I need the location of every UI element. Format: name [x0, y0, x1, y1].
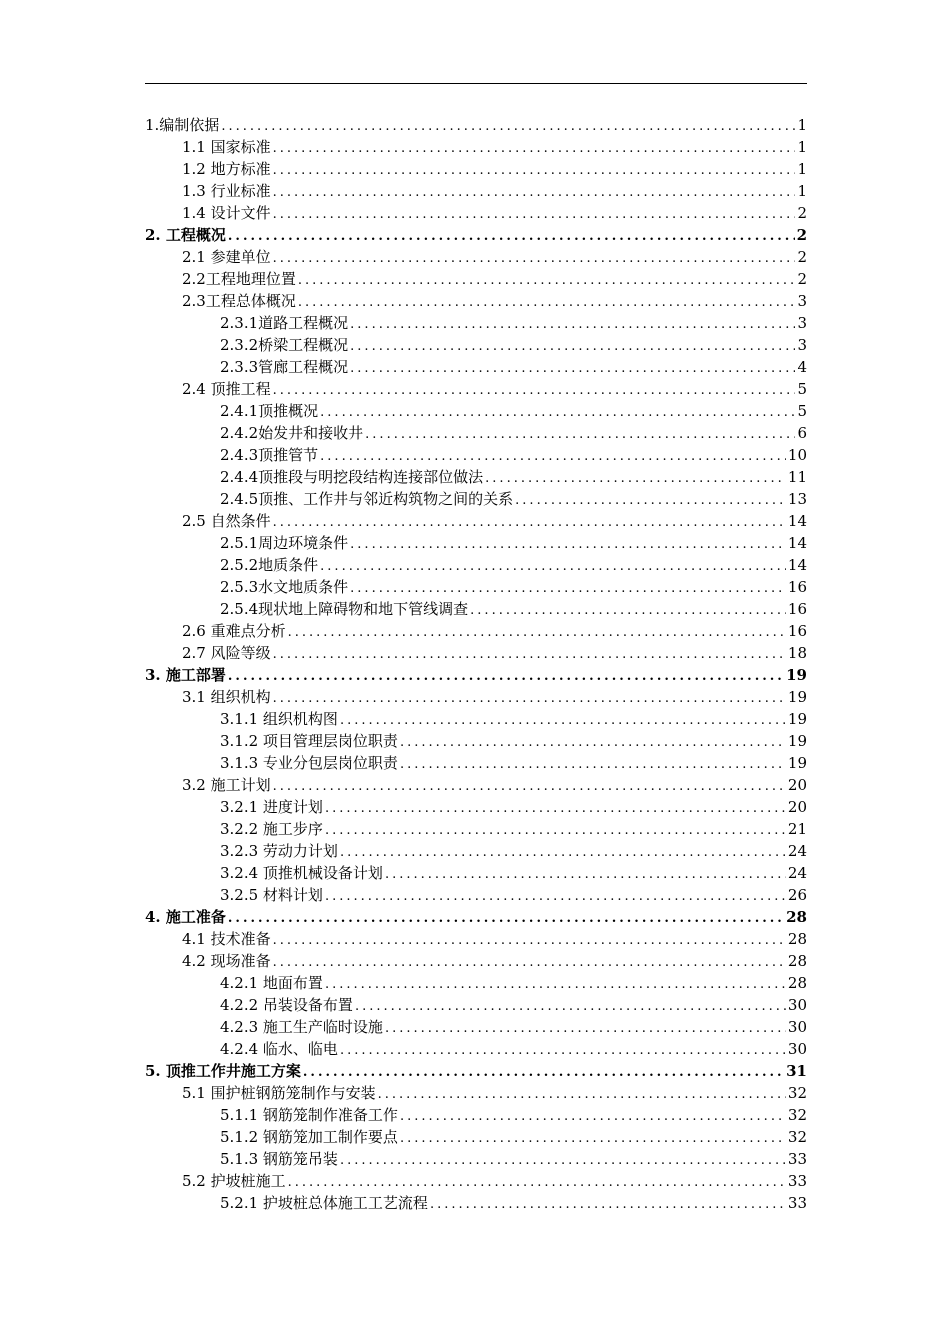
toc-page-number: 32: [787, 1128, 807, 1146]
toc-page-number: 5: [797, 402, 807, 420]
toc-page-number: 6: [797, 424, 807, 442]
toc-page-number: 3: [797, 292, 807, 310]
toc-dot-leader: [273, 952, 786, 972]
toc-entry-title: 3.1 组织机构: [182, 688, 271, 706]
toc-entry[interactable]: [145, 400, 807, 422]
toc-dot-leader: [400, 1106, 786, 1126]
toc-entry[interactable]: [145, 334, 807, 356]
toc-page-number: 14: [787, 512, 807, 530]
toc-dot-leader: [350, 534, 786, 554]
toc-page-number: 4: [797, 358, 807, 376]
toc-page-number: 33: [787, 1172, 807, 1190]
toc-entry[interactable]: [145, 818, 807, 840]
toc-entry[interactable]: [145, 180, 807, 202]
toc-dot-leader: [273, 204, 795, 224]
toc-page-number: 16: [787, 622, 807, 640]
toc-page-number: 28: [786, 908, 807, 926]
toc-dot-leader: [273, 688, 786, 708]
toc-entry[interactable]: [145, 598, 807, 620]
toc-entry[interactable]: [145, 576, 807, 598]
toc-entry-title: 2.4 顶推工程: [182, 380, 271, 398]
toc-entry[interactable]: [145, 1126, 807, 1148]
toc-dot-leader: [350, 336, 795, 356]
toc-entry[interactable]: [145, 532, 807, 554]
toc-dot-leader: [350, 314, 795, 334]
toc-dot-leader: [400, 754, 786, 774]
toc-entry-title: 5.1.2 钢筋笼加工制作要点: [220, 1128, 398, 1146]
toc-page-number: 1: [797, 116, 807, 134]
toc-dot-leader: [320, 402, 795, 422]
toc-entry-title: 4.2.2 吊装设备布置: [220, 996, 353, 1014]
toc-entry[interactable]: [145, 840, 807, 862]
toc-entry-title: 3.2 施工计划: [182, 776, 271, 794]
toc-entry[interactable]: [145, 774, 807, 796]
toc-entry-title: 2.7 风险等级: [182, 644, 271, 662]
toc-entry-title: 2.3.2桥梁工程概况: [220, 336, 349, 354]
header-rule: [145, 83, 807, 84]
toc-page-number: 1: [797, 160, 807, 178]
toc-entry[interactable]: [145, 796, 807, 818]
toc-entry[interactable]: [145, 202, 807, 224]
toc-dot-leader: [340, 710, 786, 730]
toc-entry-title: 4.2.3 施工生产临时设施: [220, 1018, 383, 1036]
toc-page-number: 31: [786, 1062, 807, 1080]
toc-page-number: 18: [787, 644, 807, 662]
toc-entry[interactable]: [145, 1038, 807, 1060]
toc-dot-leader: [273, 512, 786, 532]
toc-page-number: 33: [787, 1150, 807, 1168]
toc-page-number: 1: [797, 182, 807, 200]
toc-page-number: 30: [787, 996, 807, 1014]
toc-entry[interactable]: [145, 1016, 807, 1038]
toc-entry-title: 2.4.1顶推概况: [220, 402, 319, 420]
toc-entry[interactable]: [145, 686, 807, 708]
toc-entry[interactable]: [145, 158, 807, 180]
toc-dot-leader: [273, 160, 795, 180]
toc-entry[interactable]: [145, 1082, 807, 1104]
toc-entry-title: 3.1.3 专业分包层岗位职责: [220, 754, 398, 772]
toc-page-number: 10: [787, 446, 807, 464]
toc-page-number: 32: [787, 1106, 807, 1124]
toc-page-number: 16: [787, 578, 807, 596]
toc-dot-leader: [350, 358, 795, 378]
toc-page-number: 30: [787, 1018, 807, 1036]
toc-entry[interactable]: [145, 554, 807, 576]
toc-page-number: 2: [797, 248, 807, 266]
toc-page-number: 19: [787, 688, 807, 706]
toc-entry-title: 2.2工程地理位置: [182, 270, 296, 288]
toc-dot-leader: [340, 1150, 786, 1170]
toc-page-number: 20: [787, 798, 807, 816]
toc-dot-leader: [325, 886, 786, 906]
toc-dot-leader: [340, 1040, 786, 1060]
toc-entry-title: 3.2.2 施工步序: [220, 820, 323, 838]
toc-entry[interactable]: [145, 1104, 807, 1126]
toc-entry[interactable]: [145, 1170, 807, 1192]
toc-dot-leader: [320, 556, 786, 576]
toc-entry[interactable]: [145, 884, 807, 906]
toc-entry-title: 4.2 现场准备: [182, 952, 271, 970]
toc-entry-title: 5.1.1 钢筋笼制作准备工作: [220, 1106, 398, 1124]
toc-entry-title: 5.2.1 护坡桩总体施工工艺流程: [220, 1194, 428, 1212]
toc-entry[interactable]: [145, 510, 807, 532]
toc-dot-leader: [325, 974, 786, 994]
toc-dot-leader: [273, 248, 795, 268]
toc-entry[interactable]: [145, 950, 807, 972]
toc-page-number: 24: [787, 864, 807, 882]
toc-entry-title: 4.2.1 地面布置: [220, 974, 323, 992]
toc-dot-leader: [515, 490, 786, 510]
toc-dot-leader: [385, 864, 786, 884]
toc-page-number: 1: [797, 138, 807, 156]
toc-entry-title: 1.1 国家标准: [182, 138, 271, 156]
toc-dot-leader: [273, 138, 795, 158]
toc-entry[interactable]: [145, 268, 807, 290]
toc-entry-title: 2.5.4现状地上障碍物和地下管线调查: [220, 600, 469, 618]
toc-entry-title: 5.1.3 钢筋笼吊装: [220, 1150, 338, 1168]
toc-dot-leader: [228, 908, 784, 928]
toc-dot-leader: [485, 468, 786, 488]
toc-entry-title: 4. 施工准备: [145, 908, 226, 926]
toc-entry[interactable]: [145, 664, 807, 686]
toc-dot-leader: [430, 1194, 786, 1214]
toc-entry-title: 2.4.2始发井和接收井: [220, 424, 364, 442]
toc-dot-leader: [298, 270, 795, 290]
toc-page-number: 30: [787, 1040, 807, 1058]
toc-entry-title: 5. 顶推工作井施工方案: [145, 1062, 301, 1080]
toc-entry-title: 2.3.3管廊工程概况: [220, 358, 349, 376]
toc-entry-title: 2.4.4顶推段与明挖段结构连接部位做法: [220, 468, 484, 486]
toc-entry[interactable]: [145, 928, 807, 950]
toc-page-number: 32: [787, 1084, 807, 1102]
toc-entry[interactable]: [145, 422, 807, 444]
toc-page-number: 14: [787, 556, 807, 574]
toc-entry-title: 5.2 护坡桩施工: [182, 1172, 286, 1190]
toc-dot-leader: [298, 292, 795, 312]
toc-entry[interactable]: [145, 246, 807, 268]
toc-page-number: 19: [786, 666, 807, 684]
toc-entry-title: 5.1 围护桩钢筋笼制作与安装: [182, 1084, 376, 1102]
toc-page-number: 14: [787, 534, 807, 552]
toc-entry-title: 3.2.4 顶推机械设备计划: [220, 864, 383, 882]
toc-entry-title: 2.5.1周边环境条件: [220, 534, 349, 552]
toc-entry-title: 2.5.3水文地质条件: [220, 578, 349, 596]
toc-entry[interactable]: [145, 994, 807, 1016]
toc-entry[interactable]: [145, 1060, 807, 1082]
toc-entry[interactable]: [145, 752, 807, 774]
toc-entry[interactable]: [145, 642, 807, 664]
toc-entry[interactable]: [145, 444, 807, 466]
toc-dot-leader: [273, 930, 786, 950]
toc-page-number: 3: [797, 336, 807, 354]
toc-page-number: 28: [787, 930, 807, 948]
toc-page-number: 20: [787, 776, 807, 794]
toc-entry-title: 1.2 地方标准: [182, 160, 271, 178]
toc-entry[interactable]: [145, 290, 807, 312]
toc-dot-leader: [355, 996, 786, 1016]
toc-page-number: 3: [797, 314, 807, 332]
table-of-contents: [145, 114, 807, 1214]
toc-entry-title: 1.4 设计文件: [182, 204, 271, 222]
toc-dot-leader: [385, 1018, 786, 1038]
toc-entry[interactable]: [145, 862, 807, 884]
toc-entry[interactable]: [145, 378, 807, 400]
toc-entry-title: 2.3工程总体概况: [182, 292, 296, 310]
toc-entry-title: 3.2.3 劳动力计划: [220, 842, 338, 860]
toc-page-number: 19: [787, 710, 807, 728]
toc-entry-title: 3.1.2 项目管理层岗位职责: [220, 732, 398, 750]
toc-dot-leader: [350, 578, 786, 598]
toc-page-number: 2: [797, 204, 807, 222]
toc-page-number: 13: [787, 490, 807, 508]
toc-dot-leader: [400, 732, 786, 752]
toc-dot-leader: [320, 446, 786, 466]
toc-entry[interactable]: [145, 488, 807, 510]
toc-dot-leader: [288, 622, 786, 642]
toc-entry-title: 3.1.1 组织机构图: [220, 710, 338, 728]
toc-page-number: 21: [787, 820, 807, 838]
toc-dot-leader: [273, 380, 795, 400]
toc-dot-leader: [325, 820, 786, 840]
toc-dot-leader: [228, 666, 784, 686]
toc-dot-leader: [273, 644, 786, 664]
toc-entry[interactable]: [145, 708, 807, 730]
toc-page-number: 26: [787, 886, 807, 904]
toc-entry[interactable]: [145, 136, 807, 158]
toc-page-number: 2: [797, 270, 807, 288]
toc-page-number: 28: [787, 974, 807, 992]
toc-dot-leader: [378, 1084, 786, 1104]
toc-entry-title: 2.5 自然条件: [182, 512, 271, 530]
toc-entry[interactable]: [145, 356, 807, 378]
toc-entry-title: 4.2.4 临水、临电: [220, 1040, 338, 1058]
toc-dot-leader: [340, 842, 786, 862]
toc-entry[interactable]: [145, 906, 807, 928]
toc-dot-leader: [325, 798, 786, 818]
toc-entry-title: 2.5.2地质条件: [220, 556, 319, 574]
toc-entry[interactable]: [145, 312, 807, 334]
toc-entry-title: 2. 工程概况: [145, 226, 226, 244]
toc-entry[interactable]: [145, 972, 807, 994]
toc-entry-title: 4.1 技术准备: [182, 930, 271, 948]
toc-entry[interactable]: [145, 1148, 807, 1170]
toc-dot-leader: [288, 1172, 786, 1192]
toc-entry[interactable]: [145, 620, 807, 642]
toc-entry-title: 3. 施工部署: [145, 666, 226, 684]
toc-page-number: 28: [787, 952, 807, 970]
toc-entry-title: 3.2.1 进度计划: [220, 798, 323, 816]
toc-dot-leader: [221, 116, 795, 136]
toc-entry-title: 2.4.5顶推、工作井与邻近构筑物之间的关系: [220, 490, 514, 508]
toc-page-number: 16: [787, 600, 807, 618]
toc-entry-title: 2.4.3顶推管节: [220, 446, 319, 464]
toc-entry-title: 2.3.1道路工程概况: [220, 314, 349, 332]
toc-entry[interactable]: [145, 224, 807, 246]
toc-entry[interactable]: [145, 730, 807, 752]
toc-entry[interactable]: [145, 466, 807, 488]
toc-entry-title: 2.6 重难点分析: [182, 622, 286, 640]
toc-dot-leader: [400, 1128, 786, 1148]
toc-dot-leader: [273, 776, 786, 796]
toc-entry[interactable]: [145, 114, 807, 136]
toc-entry[interactable]: [145, 1192, 807, 1214]
toc-entry-title: 3.2.5 材料计划: [220, 886, 323, 904]
toc-page-number: 5: [797, 380, 807, 398]
toc-page-number: 2: [796, 226, 807, 244]
toc-dot-leader: [365, 424, 795, 444]
toc-dot-leader: [303, 1062, 784, 1082]
toc-entry-title: 1.编制依据: [145, 116, 220, 134]
toc-entry-title: 1.3 行业标准: [182, 182, 271, 200]
toc-dot-leader: [273, 182, 795, 202]
toc-dot-leader: [470, 600, 786, 620]
toc-page-number: 19: [787, 732, 807, 750]
toc-page-number: 24: [787, 842, 807, 860]
toc-page-number: 33: [787, 1194, 807, 1212]
toc-entry-title: 2.1 参建单位: [182, 248, 271, 266]
toc-dot-leader: [228, 226, 795, 246]
toc-page-number: 11: [787, 468, 807, 486]
toc-page-number: 19: [787, 754, 807, 772]
